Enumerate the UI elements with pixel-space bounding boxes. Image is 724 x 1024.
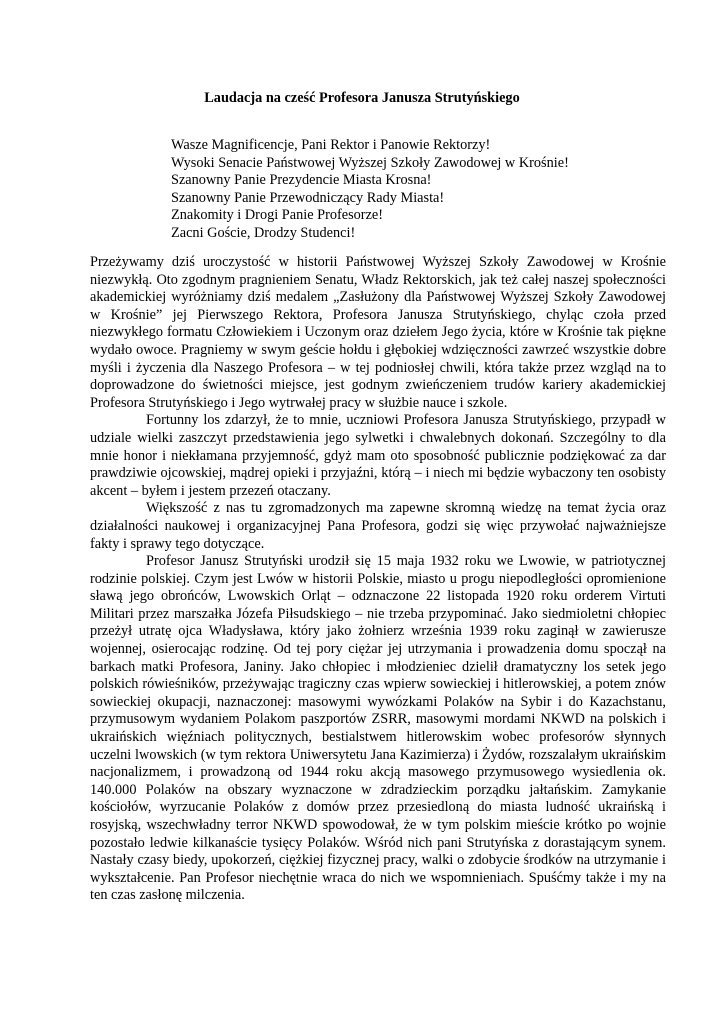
salutation-line: Wysoki Senacie Państwowej Wyższej Szkoły Zawodowej w Krośnie! <box>171 154 569 171</box>
salutation-line: Szanowny Panie Przewodniczący Rady Miasta! <box>171 189 445 206</box>
body-text <box>90 254 666 905</box>
salutation-line: Wasze Magnificencje, Pani Rektor i Panowie Rektorzy! <box>171 137 491 153</box>
paragraph: Przeżywamy dziś uroczystość w historii Państwowej Wyższej Szkoły Zawodowej w Krośnie niezwykłą. Oto zgodnym pragnieniem Senatu, Władz Rektorskich, jak też całej naszej społeczności akademickiej wyróżniamy dziś medalem „Zasłużony dla Państwowej Wyższej Szkoły Zawodowej w Krośnie” jej Pierwszego Rektora, Profesora Janusza Strutyńskiego, chyląc czoła przed niezwykłego formatu Człowiekiem i Uczonym oraz dziełem Jego życia, które w Krośnie tak piękne wydało owoce. Pragniemy w swym geście hołdu i głębokiej wdzięczności zawrzeć wszystkie dobre myśli i życzenia dla Naszego Profesora – w tej podniosłej chwili, która także przez wzgląd na to doprowadzone do świetności miejsce, jest godnym zwieńczeniem trudów kariery akademickiej Profesora Strutyńskiego i Jego wytrwałej pracy w służbie nauce i szkole. <box>90 254 666 411</box>
salutations-block <box>171 137 569 243</box>
salutation-line: Znakomity i Drogi Panie Profesorze! <box>171 207 384 224</box>
document-title: Laudacja na cześć Profesora Janusza Strutyńskiego <box>204 90 520 106</box>
salutation-line: Szanowny Panie Prezydencie Miasta Krosna! <box>171 172 432 189</box>
paragraph: Profesor Janusz Strutyński urodził się 15 maja 1932 roku we Lwowie, w patriotycznej rodzinie polskiej. Czym jest Lwów w historii Polskie, miasto u progu niepodległości opromienione sławą jego obrońców, Lwowskich Orląt – odznaczone 22 listopada 1920 roku orderem Virtuti Militari przez marszałka Józefa Piłsudskiego – nie trzeba przypominać. Jako siedmioletni chłopiec przeżył utratę ojca Władysława, który jako żołnierz września 1939 roku zaginął w zawierusze wojennej, osierocając rodzinę. Od tej pory ciężar jej utrzymania i prowadzenia domu spoczął na barkach matki Profesora, Janiny. Jako chłopiec i młodzieniec dzielił dramatyczny los setek jego polskich rówieśników, przeżywając tragiczny czas wpierw sowieckiej i hitlerowskiej, a potem znów sowieckiej okupacji, naznaczonej: masowymi wywózkami Polaków na Sybir i do Kazachstanu, przymusowym wydaniem Polakom paszportów ZSRR, masowymi mordami NKWD na polskich i ukraińskich więźniach politycznych, bestialstwem hitlerowskim wobec profesorów słynnych uczelni lwowskich (w tym rektora Uniwersytetu Jana Kazimierza) i Żydów, rozszalałym ukraińskim nacjonalizmem, i prowadzoną od 1944 roku akcją masowego przymusowego wysiedlenia ok. 140.000 Polaków na obszary wyznaczone w zdradzieckim porządku jałtańskim. Zamykanie kościołów, wyrzucanie Polaków z domów przez przesiedloną do miasta ludność ukraińską i rosyjską, wszechwładny terror NKWD spowodował, że w tym polskim mieście krótko po wojnie pozostało ledwie kilkanaście tysięcy Polaków. Wśród nich pani Strutyńska z dorastającym synem. Nastały czasy biedy, upokorzeń, ciężkiej fizycznej pracy, walki o zdobycie środków na utrzymanie i wykształcenie. Pan Profesor niechętnie wraca do nich we wspomnieniach. Spuśćmy także i my na ten czas zasłonę milczenia. <box>90 553 666 904</box>
paragraph: Większość z nas tu zgromadzonych ma zapewne skromną wiedzę na temat życia oraz działalności naukowej i organizacyjnej Pana Profesora, godzi się więc przywołać najważniejsze fakty i sprawy tego dotyczące. <box>90 500 666 552</box>
paragraph: Fortunny los zdarzył, że to mnie, uczniowi Profesora Janusza Strutyńskiego, przypadł w udziale wielki zaszczyt przedstawienia jego sylwetki i chwalebnych dokonań. Szczególny to dla mnie honor i niekłamana przyjemność, gdyż mam oto sposobność publicznie podziękować za dar prawdziwie ojcowskiej, mądrej opieki i przyjaźni, którą – i niech mi będzie wybaczony ten osobisty akcent – byłem i jestem przezeń otaczany. <box>90 412 666 499</box>
salutation-line: Zacni Goście, Drodzy Studenci! <box>171 224 356 241</box>
